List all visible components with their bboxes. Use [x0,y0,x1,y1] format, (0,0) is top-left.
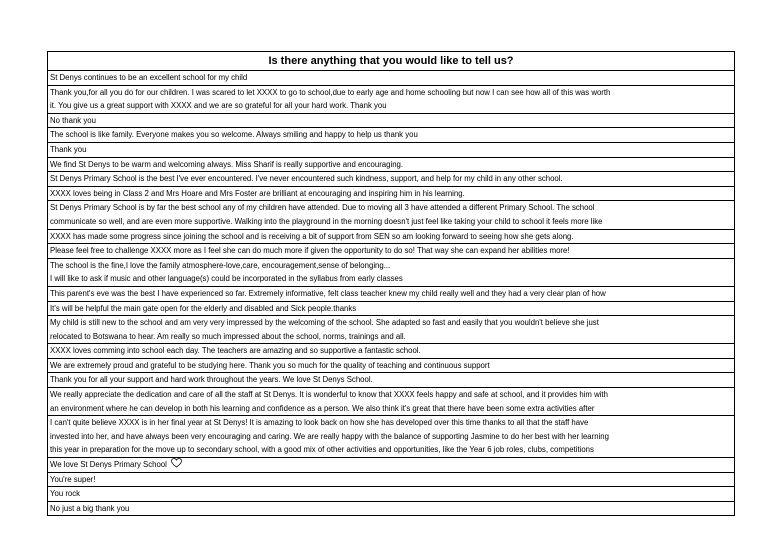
row-text-line: I can't quite believe XXXX is in her final year at St Denys! It is amazing to look back on how she has developed over this time thanks to all that the staff have [50,418,589,428]
table-row [48,187,734,202]
table-row [48,201,734,229]
row-text-line: an environment where he can develop in both his learning and confidence as a person. We also think it's great that there have been some extra activities after [50,403,595,413]
row-text-line: We love St Denys Primary School [50,458,732,472]
row-text-line: XXXX loves comming into school each day. The teachers are amazing and so supportive a fantastic school. [50,346,421,356]
table-row [48,473,734,488]
row-text-line: You rock [50,489,81,499]
table-row [48,230,734,245]
table-row [48,416,734,458]
row-text-line: We find St Denys to be warm and welcoming always. Miss Sharif is really supportive and encouraging. [50,159,404,169]
table-row [48,128,734,143]
row-text-line: Please feel free to challenge XXXX more as I feel she can do much more if given the opportunity to do so! That way she can expand her abilities more! [50,246,570,256]
feedback-table [47,51,735,516]
table-row [48,86,734,114]
table-row [48,458,734,473]
row-text-line: communicate so well, and are even more supportive. Walking into the playground in the morning doesn't just feel like taking your child to school it feels more like [50,216,603,226]
table-row [48,259,734,287]
row-text-line: invested into her, and have always been very encouraging and caring. We are really happy with the balance of supporting Jasmine to do her best with her learning [50,431,609,441]
table-row [48,302,734,317]
row-text-line: My child is still new to the school and am very very impressed by the welcoming of the school. She adapted so fast and easily that you wouldn't believe she just [50,318,599,328]
table-row [48,502,734,517]
row-text-line: We really appreciate the dedication and care of all the staff at St Denys. It is wonderful to know that XXXX feels happy and safe at school, and it provides him with [50,390,608,400]
row-text-line: No just a big thank you [50,503,130,513]
row-text-line: You're super! [50,474,96,484]
row-text-line: Thank you [50,144,87,154]
row-text-line: Thank you,for all you do for our children. I was scared to let XXXX to go to school,due to early age and home schooling but now I can see how all of this was worth [50,87,611,97]
heart-outline-icon [171,458,182,471]
table-title: Is there anything that you would like to tell us? [48,52,734,71]
row-text-line: St Denys continues to be an excellent school for my child [50,73,248,82]
row-text-line: We are extremely proud and grateful to be studying here. Thank you so much for the quality of teaching and continuous support [50,360,490,370]
table-body [48,71,734,516]
row-text-line: The school is the fine,I love the family atmosphere-love,care, encouragement,sense of belonging... [50,260,391,270]
table-row [48,388,734,416]
table-row [48,158,734,173]
row-text-line: this year in preparation for the move up to secondary school, with a good mix of other activities and opportunities, like the Year 6 job roles, clubs, competitions [50,445,594,455]
row-text-line: St Denys Primary School is by far the best school any of my children have attended. Due to moving all 3 have attended a different Primary School. The school [50,203,595,213]
row-text-line: No thank you [50,115,96,125]
row-text-line: This parent's eve was the best I have experienced so far. Extremely informative, felt class teacher knew my child really well and they had a very clear plan of how [50,288,606,298]
table-row [48,316,734,344]
table-row [48,172,734,187]
row-text-line: St Denys Primary School is the best I've ever encountered. I've never encountered such kindness, support, and help for my child in any other school. [50,174,563,184]
row-text-line: It's will be helpful the main gate open for the elderly and disabled and Sick people.thanks [50,303,357,313]
row-text-line: it. You give us a great support with XXXX and we are so grateful for all your hard work. Thank you [50,101,387,111]
table-row [48,373,734,388]
table-row [48,143,734,158]
row-text-line: Thank you for all your support and hard work throughout the years. We love St Denys School. [50,375,373,385]
row-text-line: XXXX has made some progress since joining the school and is receiving a bit of support from SEN so am looking forward to seeing how she gets along. [50,231,574,241]
table-row [48,287,734,302]
table-row [48,244,734,259]
table-row [48,71,734,86]
row-text-line: relocated to Botswana to hear. Am really so much impressed about the school, norms, trainings and all. [50,331,406,341]
table-row [48,344,734,359]
row-text-line: XXXX loves being in Class 2 and Mrs Hoare and Mrs Foster are brilliant at encouraging and inspiring him in his learning. [50,188,465,198]
row-text-line: The school is like family. Everyone makes you so welcome. Always smiling and happy to help us thank you [50,130,418,140]
row-text-line: I will like to ask if music and other language(s) could be incorporated in the syllabus from early classes [50,274,403,284]
table-row [48,359,734,374]
table-row [48,114,734,129]
table-row [48,487,734,502]
